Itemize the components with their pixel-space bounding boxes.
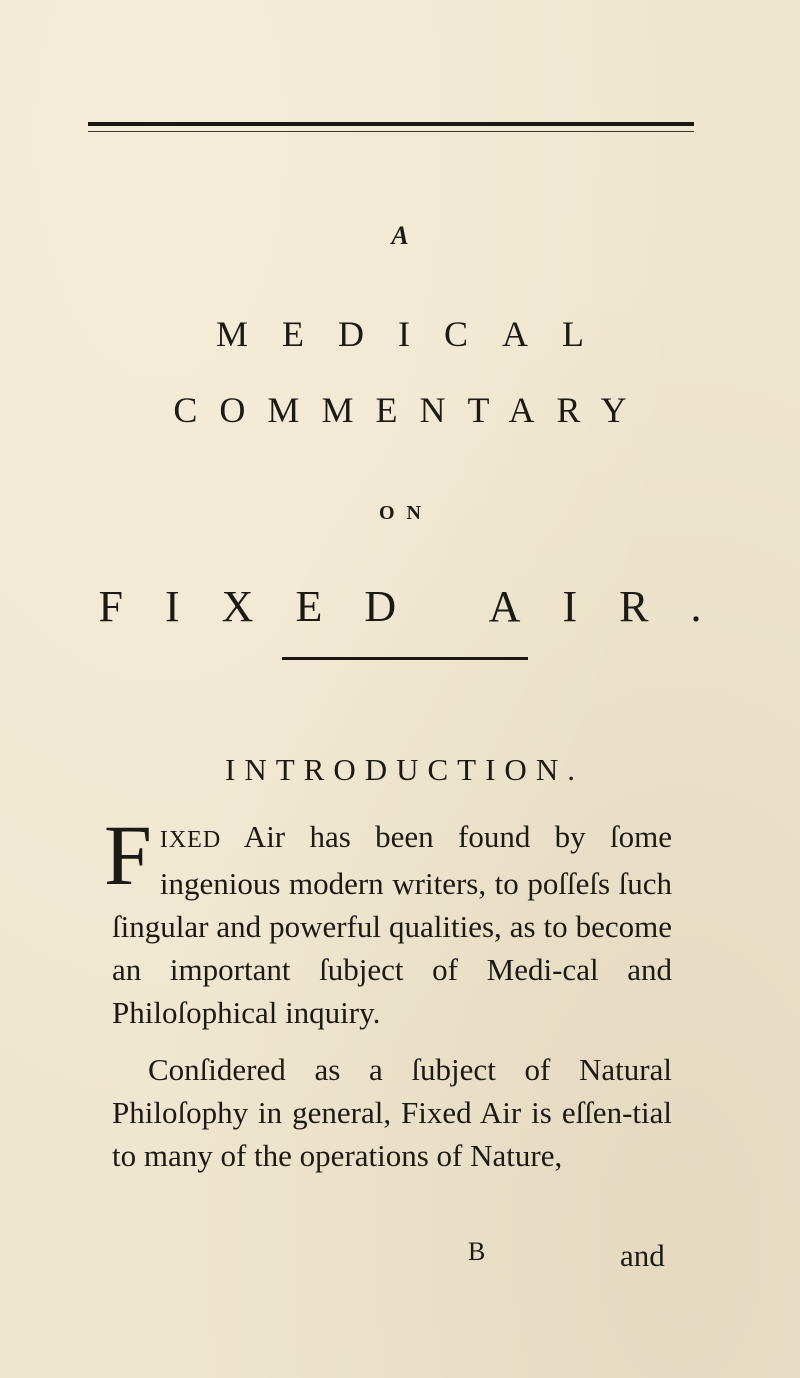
paragraph-1 <box>104 807 672 1034</box>
signature-mark: B <box>468 1237 486 1266</box>
title-fixed-air: FIXED AIR. <box>98 582 744 631</box>
drop-cap: F <box>104 807 152 903</box>
paragraph-1-text: Air has been found by ſome ingenious modern writers, to poſſeſs ſuch ſingular and powerful qualities, as to become an important ſubject of Medi-cal and Philoſophical inquiry. <box>112 819 672 1030</box>
title-on: ON <box>379 502 433 524</box>
paragraph-2: Conſidered as a ſubject of Natural Philoſophy in general, Fixed Air is eſſen-tial to many of the operations of Nature, <box>112 1052 672 1173</box>
catchword: and <box>620 1238 665 1273</box>
top-double-rule-thin <box>88 131 694 132</box>
title-medical: MEDICAL <box>216 314 618 354</box>
top-double-rule-thick <box>88 122 694 126</box>
title-article: A <box>391 221 409 250</box>
section-heading: INTRODUCTION. <box>225 752 584 787</box>
section-divider-rule <box>282 657 528 660</box>
paragraph-1-small-caps: IXED <box>159 827 222 853</box>
title-commentary: COMMENTARY <box>173 390 649 430</box>
